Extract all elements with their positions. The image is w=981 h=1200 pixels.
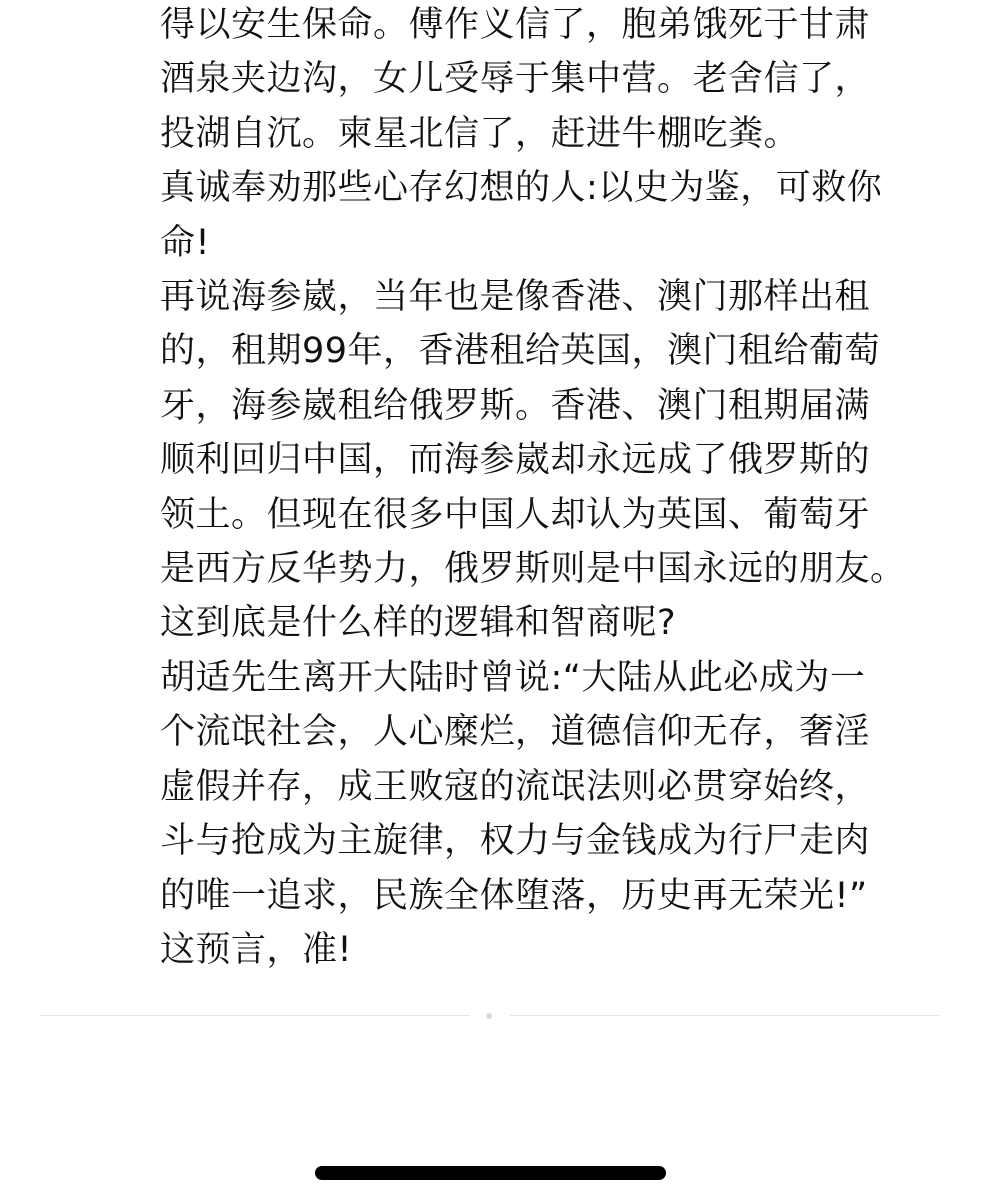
home-indicator-bar[interactable] (315, 1166, 666, 1180)
article-line: 牙，海参崴租给俄罗斯。香港、澳门租期届满 (160, 385, 871, 426)
article-line: 领土。但现在很多中国人却认为英国、葡萄牙 (160, 494, 871, 535)
article-line: 的，租期99年，香港租给英国，澳门租给葡萄 (160, 331, 881, 372)
divider-rule-right (510, 1015, 940, 1016)
article-line: 的唯一追求，民族全体堕落，历史再无荣光!” (160, 875, 868, 916)
article-line: 顺利回归中国，而海参崴却永远成了俄罗斯的 (160, 440, 871, 481)
article-line: 真诚奉劝那些心存幻想的人:以史为鉴，可救你 (160, 168, 883, 209)
article-line: 个流氓社会，人心糜烂，道德信仰无存，奢淫 (160, 712, 871, 753)
article-line: 胡适先生离开大陆时曾说:“大陆从此必成为一 (160, 657, 866, 698)
article-line: 命! (160, 222, 211, 263)
article-line: 是西方反华势力，俄罗斯则是中国永远的朋友。 (160, 549, 906, 590)
divider-dot (486, 1013, 492, 1019)
article-body (160, 0, 950, 977)
article-line: 投湖自沉。柬星北信了，赶进牛棚吃粪。 (160, 113, 800, 154)
end-of-article-divider (40, 1012, 940, 1020)
article-line: 这预言，准! (160, 929, 353, 970)
article-line: 得以安生保命。傅作义信了，胞弟饿死于甘肃 (160, 5, 871, 45)
article-line: 斗与抢成为主旋律，权力与金钱成为行尸走肉 (160, 821, 871, 862)
article-line: 再说海参崴，当年也是像香港、澳门那样出租 (160, 277, 871, 318)
article-line: 虚假并存，成王败寇的流氓法则必贯穿始终， (160, 766, 871, 807)
divider-rule-left (40, 1015, 470, 1016)
article-line: 酒泉夹边沟，女儿受辱于集中营。老舍信了， (160, 59, 871, 100)
article-line: 这到底是什么样的逻辑和智商呢? (160, 603, 677, 644)
